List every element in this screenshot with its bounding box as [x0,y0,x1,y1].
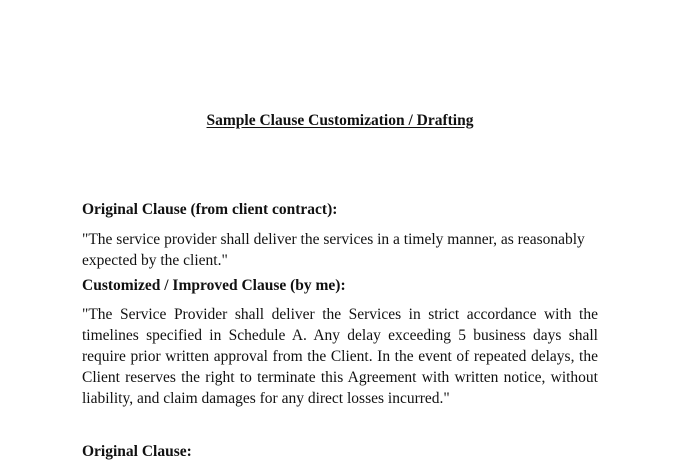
customized-clause-text: "The Service Provider shall deliver the Services in strict accordance with the timelines specified in Schedule A. Any delay exceeding 5 business days shall require prior written approval from the Client. In the event of repeated delays, the Client reserves the right to terminate this Agreement with written notice, without liability, and claim damages for any direct losses incurred." [82,306,598,407]
document-title: Sample Clause Customization / Drafting [206,112,474,129]
original-clause-section [82,200,598,271]
customized-clause-section [82,276,598,409]
original-clause-heading: Original Clause (from client contract): [82,201,338,218]
customized-clause-heading: Customized / Improved Clause (by me): [82,277,346,294]
original-clause-text: "The service provider shall deliver the services in a timely manner, as reasonably expected by the client." [82,231,585,269]
second-original-clause-section [82,442,598,462]
second-original-clause-heading: Original Clause: [82,443,192,460]
